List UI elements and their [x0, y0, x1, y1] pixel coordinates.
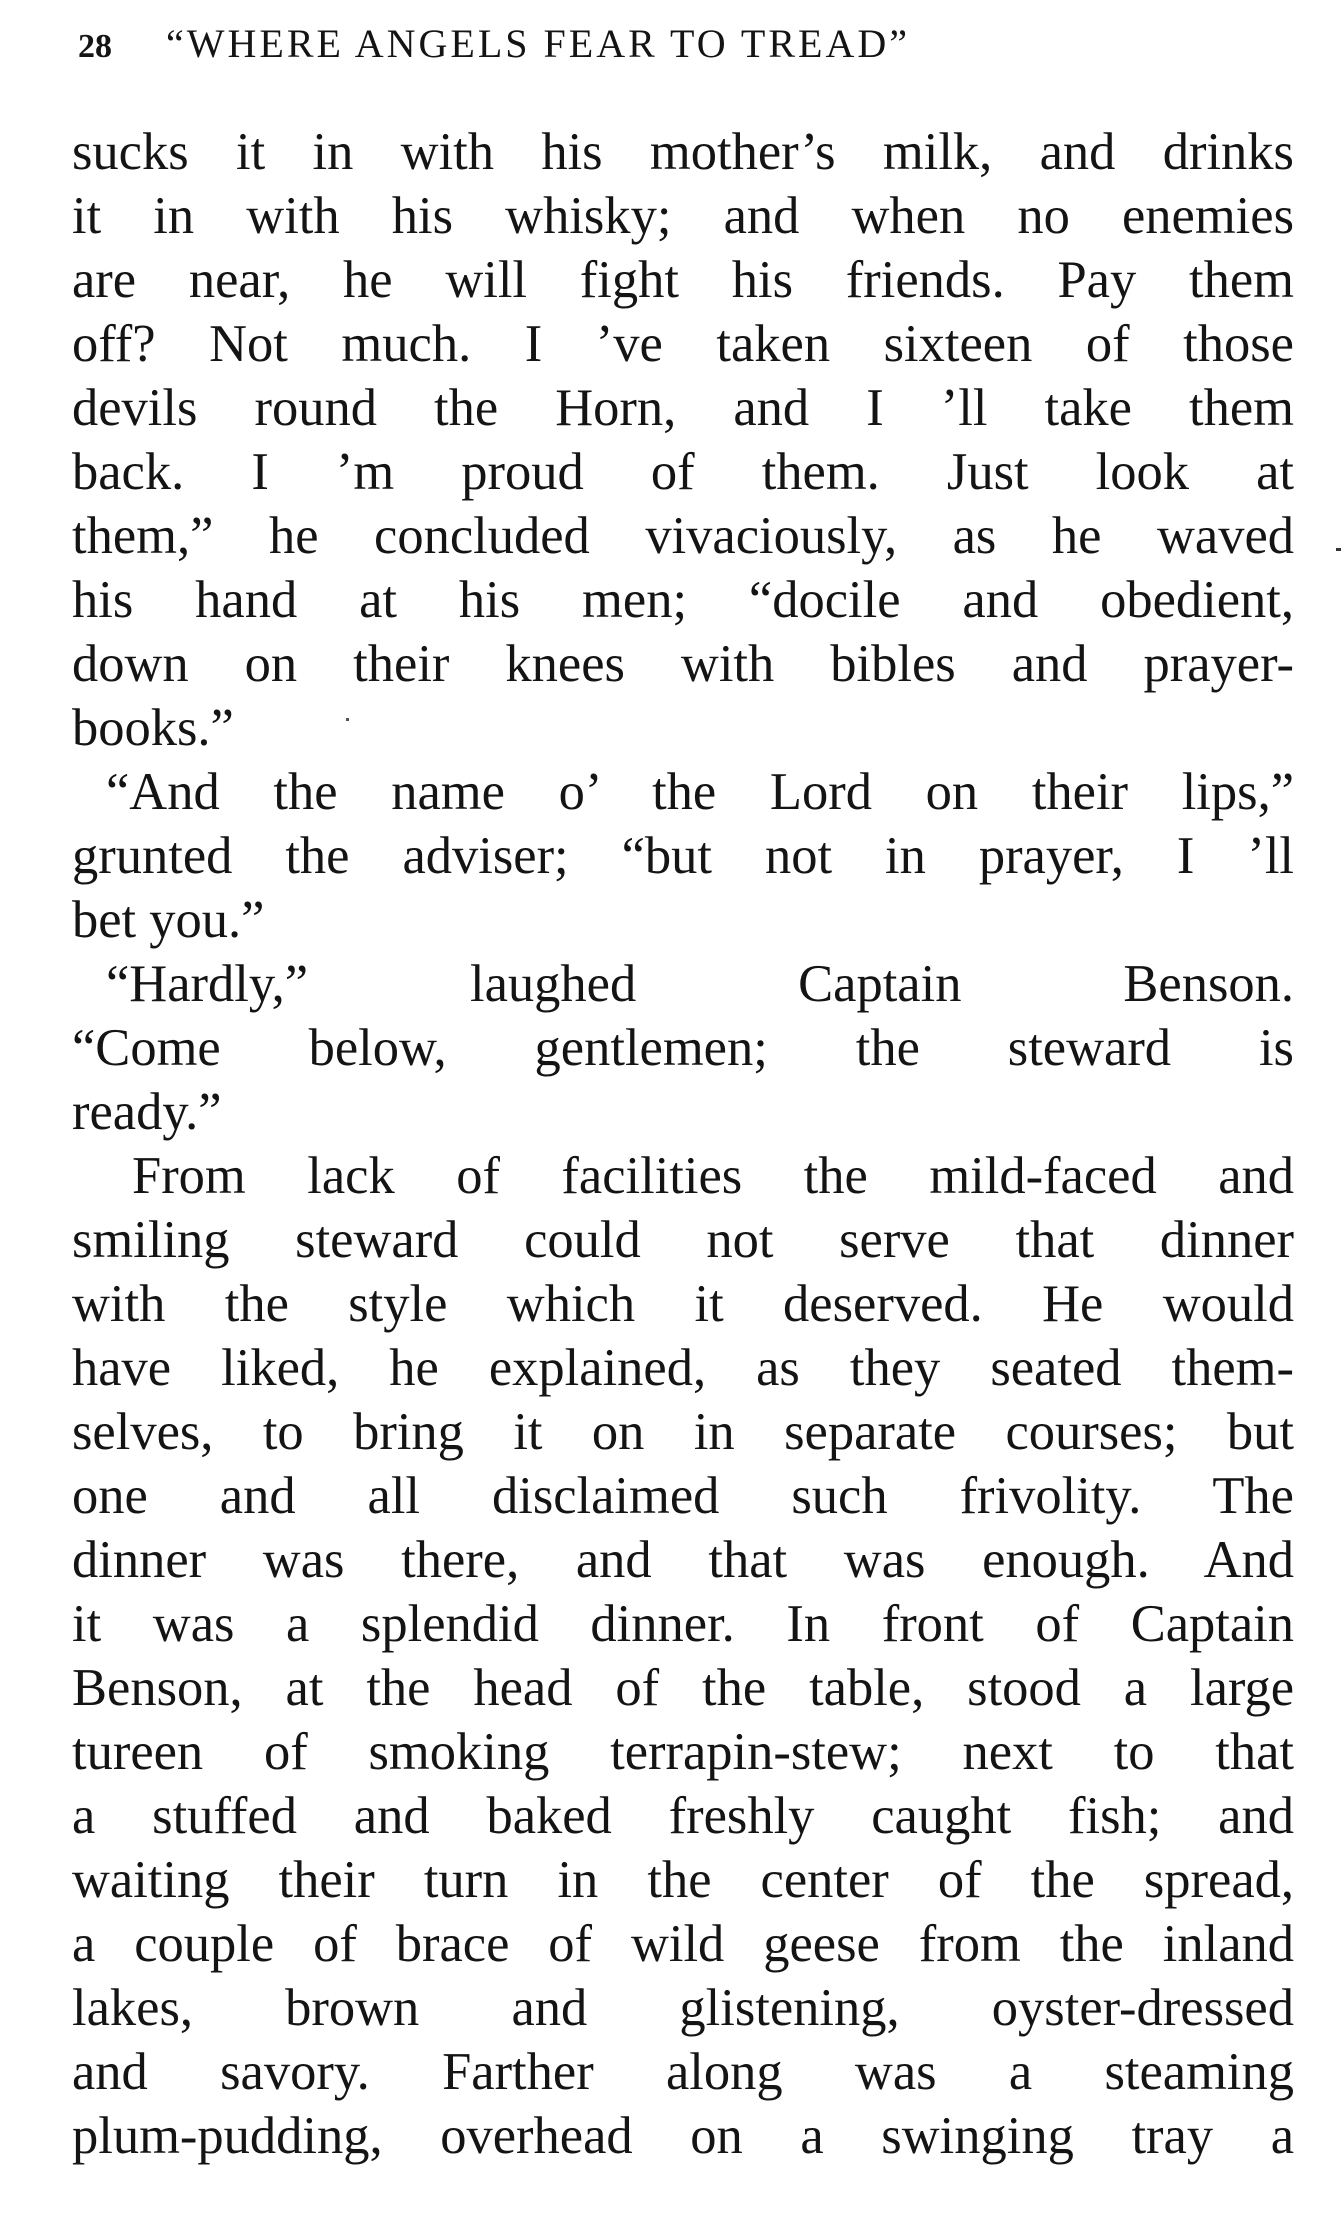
running-title: “WHERE ANGELS FEAR TO TREAD”: [166, 21, 910, 66]
text-line: have liked, he explained, as they seated them-: [72, 1339, 1294, 1397]
text-line: and savory. Farther along was a steaming: [72, 2043, 1294, 2101]
text-line: selves, to bring it on in separate courses; but: [72, 1403, 1294, 1461]
text-line: with the style which it deserved. He would: [72, 1275, 1294, 1333]
text-line: Benson, at the head of the table, stood a large: [72, 1659, 1294, 1717]
text-line: a stuffed and baked freshly caught fish; and: [72, 1787, 1294, 1845]
text-line: bet you.”: [72, 891, 265, 949]
text-line: devils round the Horn, and I ’ll take them: [72, 379, 1294, 437]
text-line: a couple of brace of wild geese from the inland: [72, 1915, 1294, 1973]
text-line: plum-pudding, overhead on a swinging tray a: [72, 2107, 1294, 2165]
text-line: waiting their turn in the center of the spread,: [72, 1851, 1294, 1909]
text-line: it in with his whisky; and when no enemies: [72, 187, 1294, 245]
body-text: [72, 120, 1294, 2168]
text-line: it was a splendid dinner. In front of Captain: [72, 1595, 1294, 1653]
text-line: tureen of smoking terrapin-stew; next to that: [72, 1723, 1294, 1781]
margin-mark: [1336, 548, 1341, 551]
text-line: sucks it in with his mother’s milk, and drinks: [72, 123, 1294, 181]
text-line: books.”: [72, 699, 234, 757]
text-line: From lack of facilities the mild-faced and: [132, 1147, 1294, 1205]
text-line: them,” he concluded vivaciously, as he waved: [72, 507, 1294, 565]
text-line: grunted the adviser; “but not in prayer, I ’ll: [72, 827, 1294, 885]
text-line: off? Not much. I ’ve taken sixteen of those: [72, 315, 1294, 373]
text-line: are near, he will fight his friends. Pay them: [72, 251, 1294, 309]
text-line: “Come below, gentlemen; the steward is: [72, 1019, 1294, 1077]
page-number: 28: [78, 28, 112, 65]
text-line: “And the name o’ the Lord on their lips,”: [106, 763, 1294, 821]
running-head: [78, 18, 1298, 78]
text-line: down on their knees with bibles and prayer-: [72, 635, 1294, 693]
text-line: one and all disclaimed such frivolity. The: [72, 1467, 1294, 1525]
text-line: ready.”: [72, 1083, 222, 1141]
text-line: back. I ’m proud of them. Just look at: [72, 443, 1294, 501]
text-line: his hand at his men; “docile and obedient,: [72, 571, 1294, 629]
text-line: smiling steward could not serve that dinner: [72, 1211, 1294, 1269]
text-line: dinner was there, and that was enough. And: [72, 1531, 1294, 1589]
ink-speck: [346, 718, 349, 721]
text-line: lakes, brown and glistening, oyster-dressed: [72, 1979, 1294, 2037]
text-line: “Hardly,” laughed Captain Benson.: [106, 955, 1294, 1013]
